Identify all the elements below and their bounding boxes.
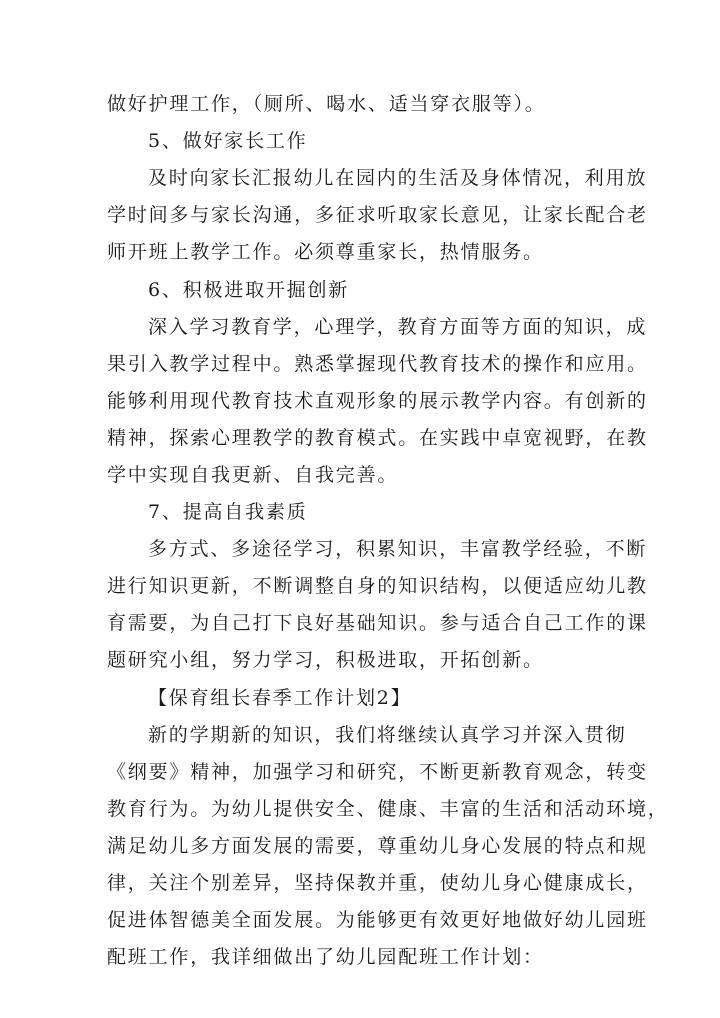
text-line: 育需要，为自己打下良好基础知识。参与适合自己工作的课 [107, 612, 648, 634]
text-line: 促进体智德美全面发展。为能够更有效更好地做好幼儿园班 [107, 909, 648, 931]
text-line: 多方式、多途径学习，积累知识，丰富教学经验，不断 [148, 538, 648, 560]
text-line: 学时间多与家长沟通，多征求听取家长意见，让家长配合老 [107, 204, 648, 226]
text-line: 及时向家长汇报幼儿在园内的生活及身体情况，利用放 [148, 167, 648, 189]
text-line: 精神，探索心理教学的教育模式。在实践中卓宽视野，在教 [107, 427, 648, 449]
section-heading-6: 6、积极进取开掘创新 [148, 279, 350, 301]
text-line: 题研究小组，努力学习，积极进取，开拓创新。 [107, 649, 544, 671]
text-line: 满足幼儿多方面发展的需要，尊重幼儿身心发展的特点和规 [107, 835, 648, 857]
section-heading-5: 5、做好家长工作 [148, 130, 308, 152]
text-line: 果引入教学过程中。熟悉掌握现代教育技术的操作和应用。 [107, 353, 648, 375]
text-line: 新的学期新的知识，我们将继续认真学习并深入贯彻 [148, 724, 627, 746]
text-line: 师开班上教学工作。必须尊重家长，热情服务。 [107, 241, 544, 263]
section-title-plan-2: 【保育组长春季工作计划2】 [148, 687, 412, 709]
text-line: 《纲要》精神，加强学习和研究，不断更新教育观念，转变 [107, 761, 648, 783]
text-line: 律，关注个别差异，坚持保教并重，使幼儿身心健康成长， [107, 872, 648, 894]
text-line: 学中实现自我更新、自我完善。 [107, 464, 399, 486]
text-line: 教育行为。为幼儿提供安全、健康、丰富的生活和活动环境， [107, 798, 669, 820]
text-line: 进行知识更新，不断调整自身的知识结构，以便适应幼儿教 [107, 575, 648, 597]
text-line: 做好护理工作，（厕所、喝水、适当穿衣服等）。 [107, 93, 546, 115]
text-line: 能够利用现代教育技术直观形象的展示教学内容。有创新的 [107, 390, 648, 412]
text-line: 配班工作，我详细做出了幼儿园配班工作计划： [107, 946, 544, 968]
section-heading-7: 7、提高自我素质 [148, 501, 308, 523]
text-line: 深入学习教育学，心理学，教育方面等方面的知识，成 [148, 316, 648, 338]
